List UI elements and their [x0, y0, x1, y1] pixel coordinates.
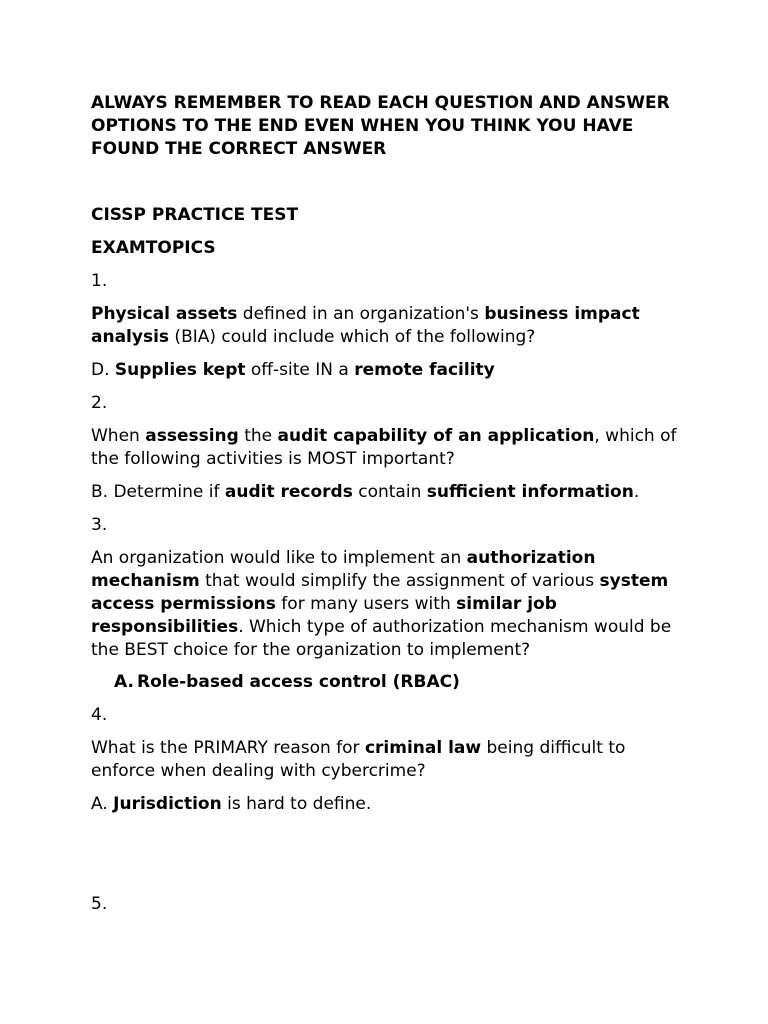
source-label: EXAMTOPICS: [91, 238, 216, 258]
test-title: CISSP PRACTICE TEST: [91, 205, 299, 225]
text-run: off-site IN a: [245, 360, 355, 380]
text-run: B. Determine if: [91, 482, 225, 502]
bold-text-run: system access permissions: [91, 571, 669, 614]
answer-label-3: Role-based access control (RBAC): [137, 672, 460, 692]
question-number-3: 3.: [91, 515, 108, 535]
text-run: is hard to define.: [221, 794, 372, 814]
text-run: When: [91, 426, 146, 446]
answer-text-3: [91, 671, 714, 694]
text-run: A.: [91, 794, 114, 814]
question-number-2: 2.: [91, 393, 108, 413]
bold-text-run: sufficient information: [426, 482, 634, 502]
question-number-1: 1.: [91, 271, 108, 291]
text-run: . Which type of authorization mechanism would be the BEST choice for the organization to implement?: [91, 617, 672, 660]
bold-text-run: audit capability of an application: [277, 426, 595, 446]
question-text-3: [91, 547, 691, 662]
bold-text-run: Supplies kept: [114, 360, 246, 380]
text-run: defined in an organization's: [237, 304, 485, 324]
question-text-4: [91, 737, 691, 783]
text-run: (BIA) could include which of the following?: [169, 327, 536, 347]
answer-text-2: [91, 481, 691, 504]
text-run: that would simplify the assignment of various: [199, 571, 600, 591]
text-run: What is the PRIMARY reason for: [91, 738, 365, 758]
bold-text-run: authorization mechanism: [91, 548, 596, 591]
bold-text-run: Jurisdiction: [113, 794, 222, 814]
question-number-4: 4.: [91, 705, 108, 725]
question-text-1: [91, 303, 691, 349]
question-number-5: 5.: [91, 894, 108, 914]
answer-text-1: [91, 359, 691, 382]
bold-text-run: Physical assets: [91, 304, 238, 324]
text-run: , which of the following activities is MOST important?: [91, 426, 677, 469]
question-text-2: [91, 425, 691, 471]
text-run: the: [238, 426, 278, 446]
bold-text-run: audit records: [224, 482, 353, 502]
bold-text-run: criminal law: [364, 738, 482, 758]
text-run: being difficult to enforce when dealing with cybercrime?: [91, 738, 626, 781]
answer-letter-3: A.: [114, 672, 134, 692]
text-run: contain: [352, 482, 427, 502]
bold-text-run: assessing: [145, 426, 239, 446]
text-run: An organization would like to implement an: [91, 548, 467, 568]
text-run: D.: [91, 360, 115, 380]
bold-text-run: similar job responsibilities: [91, 594, 557, 637]
bold-text-run: business impact analysis: [91, 304, 640, 347]
text-run: .: [633, 482, 640, 502]
answer-text-4: [91, 793, 691, 816]
text-run: for many users with: [275, 594, 457, 614]
bold-text-run: remote facility: [354, 360, 495, 380]
read-carefully-notice: ALWAYS REMEMBER TO READ EACH QUESTION AND ANSWER OPTIONS TO THE END EVEN WHEN YOU THINK YOU HAVE FOUND THE CORRECT ANSWER: [91, 93, 670, 159]
